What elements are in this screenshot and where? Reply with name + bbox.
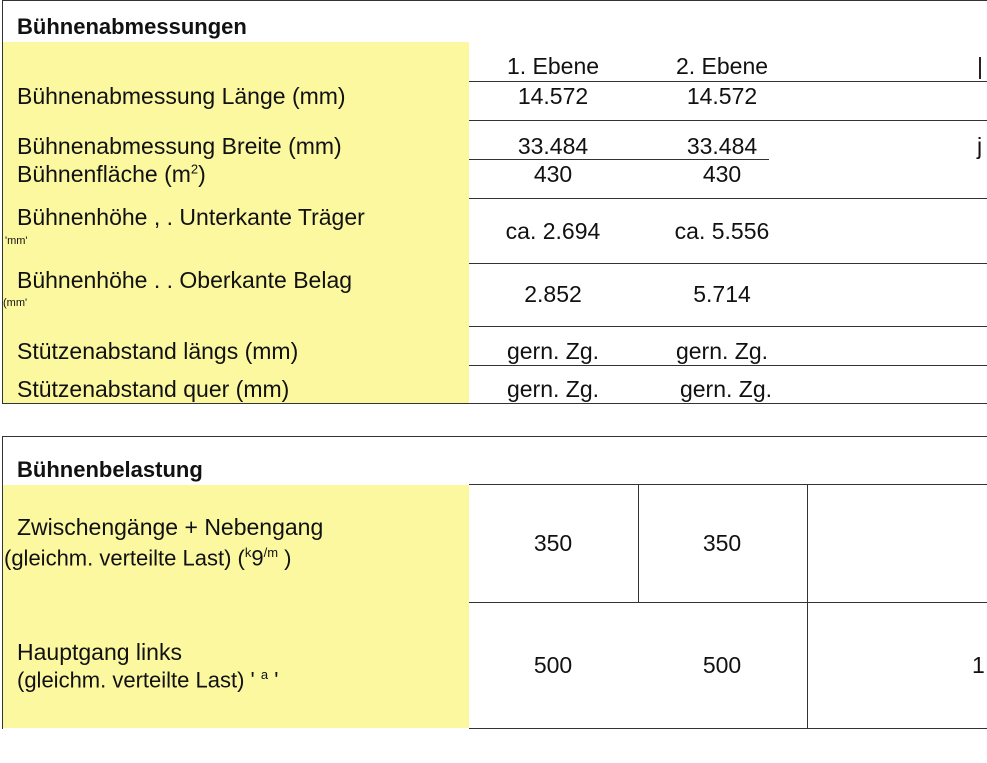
value-length-level-2: 14.572 xyxy=(686,83,758,109)
table-border-bottom xyxy=(469,728,987,729)
value-area-level-1: 430 xyxy=(533,161,573,187)
section-title: Bühnenbelastung xyxy=(17,457,203,482)
value-spacing-cross-level-1: gern. Zg. xyxy=(506,376,600,402)
value-height-bottom-level-2: ca. 5.556 xyxy=(674,218,770,244)
value-spacing-length-level-2: gern. Zg. xyxy=(675,338,769,364)
row-unit-height-bottom: 'mm' xyxy=(5,235,28,247)
row-label-height-top: Bühnenhöhe . . Oberkante Belag xyxy=(17,267,353,293)
value-height-top-level-2: 5.714 xyxy=(693,281,751,307)
row-label-side-aisles: Zwischengänge + Nebengang xyxy=(17,514,324,540)
edge-cell-marker: 1 xyxy=(972,652,985,678)
column-divider xyxy=(807,484,808,729)
value-spacing-cross-level-2: gern. Zg. xyxy=(679,376,773,402)
row-divider xyxy=(469,81,987,82)
row-label-length: Bühnenabmessung Länge (mm) xyxy=(17,83,346,109)
value-main-aisle-level-1: 500 xyxy=(533,652,573,678)
value-width-level-1: 33.484 xyxy=(517,133,589,159)
row-label-width: Bühnenabmessung Breite (mm) xyxy=(17,133,342,159)
value-area-level-2: 430 xyxy=(702,161,742,187)
value-length-level-1: 14.572 xyxy=(517,83,589,109)
column-header-level-1: 1. Ebene xyxy=(506,53,600,79)
value-side-aisles-level-1: 350 xyxy=(533,530,573,556)
value-height-bottom-level-1: ca. 2.694 xyxy=(505,218,601,244)
table-border-top xyxy=(2,436,987,437)
row-sublabel-side-aisles: (gleichm. verteilte Last) ($^k9^{/m}$ ) xyxy=(4,545,292,571)
row-divider xyxy=(469,365,987,366)
value-width-level-2: 33.484 xyxy=(686,133,758,159)
value-height-top-level-1: 2.852 xyxy=(524,281,582,307)
table-border-top xyxy=(2,0,987,1)
row-unit-height-top: (mm' xyxy=(3,297,28,309)
row-label-main-aisle-left: Hauptgang links xyxy=(17,639,182,665)
row-label-column-spacing-length: Stützenabstand längs (mm) xyxy=(17,338,299,364)
row-divider xyxy=(469,120,987,121)
row-label-height-bottom: Bühnenhöhe , . Unterkante Träger xyxy=(17,204,365,230)
edge-column-marker: | xyxy=(977,53,983,79)
row-divider xyxy=(469,602,987,603)
row-divider xyxy=(469,484,987,485)
section-title: Bühnenabmessungen xyxy=(17,14,247,39)
value-main-aisle-level-2: 500 xyxy=(702,652,742,678)
row-label-area: Bühnenfläche $(m^2)$ xyxy=(17,161,206,187)
row-divider xyxy=(469,326,987,327)
edge-cell-marker: j xyxy=(977,133,983,159)
row-divider xyxy=(469,263,987,264)
column-header-level-2: 2. Ebene xyxy=(675,53,769,79)
table-border-bottom xyxy=(2,403,987,404)
value-side-aisles-level-2: 350 xyxy=(702,530,742,556)
value-spacing-length-level-1: gern. Zg. xyxy=(506,338,600,364)
row-divider xyxy=(469,198,987,199)
row-sublabel-main-aisle-left: (gleichm. verteilte Last) ' $^a$ ' xyxy=(17,667,279,693)
row-label-column-spacing-cross: Stützenabstand quer (mm) xyxy=(17,376,290,402)
